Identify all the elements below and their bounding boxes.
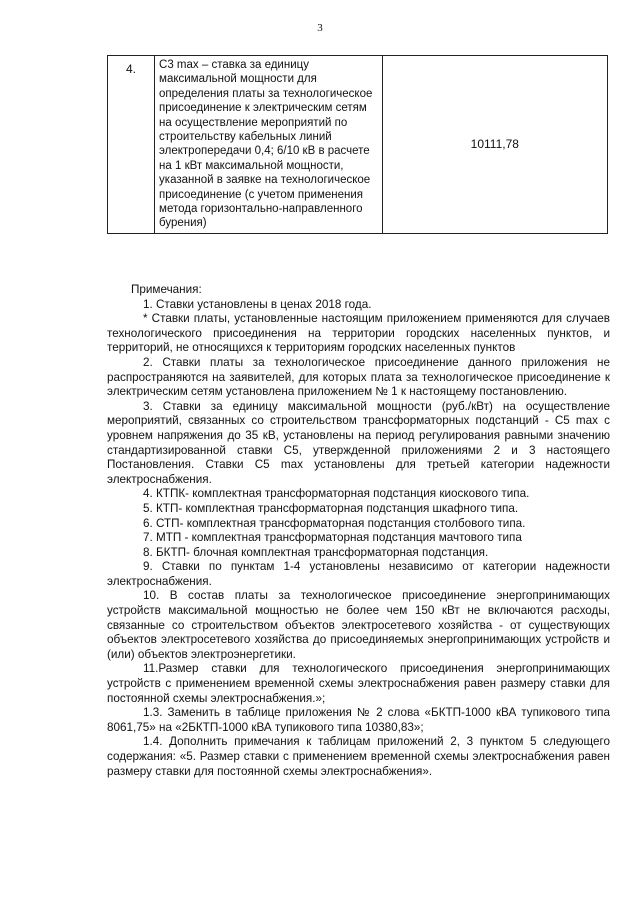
note-item: 9. Ставки по пунктам 1-4 установлены независимо от категории надежности электроснабжения. bbox=[107, 560, 610, 588]
page-number: 3 bbox=[317, 22, 323, 34]
rates-table bbox=[107, 55, 608, 234]
table-row bbox=[108, 56, 608, 234]
notes-section bbox=[107, 283, 610, 779]
note-item: 3. Ставки за единицу максимальной мощности (руб./кВт) на осуществление мероприятий, связанных со строительством трансформаторных подстанций - С5 max с уровнем напряжения до 35 кВ, установлены на период регулирования равными значению стандартизированной ставки С5, утвержденной приложениями 2 и 3 настоящего Постановления. Ставки С5 max установлены для третьей категории надежности электроснабжения. bbox=[107, 399, 610, 486]
note-item: 1.3. Заменить в таблице приложения № 2 слова «БКТП-1000 кВА тупикового типа 8061,75» на «2БКТП-1000 кВА тупикового типа 10380,83»; bbox=[107, 706, 610, 734]
notes-heading: Примечания: bbox=[131, 283, 202, 296]
note-item: 5. КТП- комплектная трансформаторная подстанция шкафного типа. bbox=[143, 501, 519, 515]
note-item: * Ставки платы, установленные настоящим приложением применяются для случаев технологического присоединения на территории городских населенных пунктов, и территорий, не относящихся к территориям городских населенных пунктов bbox=[107, 312, 610, 355]
note-item: 1.4. Дополнить примечания к таблицам приложений 2, 3 пунктом 5 следующего содержания: «5. Размер ставки с применением временной схемы электроснабжения равен размеру ставки для постоянной схемы электроснабжения». bbox=[107, 735, 610, 778]
note-item: 8. БКТП- блочная комплектная трансформаторная подстанция. bbox=[143, 545, 489, 559]
note-item: 6. СТП- комплектная трансформаторная подстанция столбового типа. bbox=[143, 516, 526, 530]
row-description: С3 max – ставка за единицу максимальной мощности для определения платы за технологическое присоединение к электрическим сетям на осуществление мероприятий по строительству кабельных линий электропередачи 0,4; 6/10 кВ в расчете на 1 кВт максимальной мощности, указанной в заявке на технологическое присоединение (с учетом применения метода горизонтально-направленного бурения) bbox=[155, 56, 383, 234]
note-item: 1. Ставки установлены в ценах 2018 года. bbox=[143, 297, 372, 311]
row-value: 10111,78 bbox=[382, 56, 607, 234]
note-item: 11.Размер ставки для технологического присоединения энергопринимающих устройств с применением временной схемы электроснабжения равен размеру ставки для постоянной схемы электроснабжения.»; bbox=[107, 662, 610, 705]
row-number: 4. bbox=[108, 56, 155, 234]
note-item: 4. КТПК- комплектная трансформаторная подстанция киоскового типа. bbox=[143, 487, 530, 501]
note-item: 10. В состав платы за технологическое присоединение энергопринимающих устройств максимальной мощностью не более чем 150 кВт не включаются расходы, связанные со строительством объектов электросетевого хозяйства - от существующих объектов электросетевого хозяйства до присоединяемых энергопринимающих устройств и (или) объектов электроэнергетики. bbox=[107, 589, 610, 661]
note-item: 2. Ставки платы за технологическое присоединение данного приложения не распространяются на заявителей, для которых плата за технологическое присоединение к электрическим сетям установлена приложением № 1 к настоящему постановлению. bbox=[107, 355, 610, 399]
note-item: 7. МТП - комплектная трансформаторная подстанция мачтового типа bbox=[143, 531, 522, 545]
